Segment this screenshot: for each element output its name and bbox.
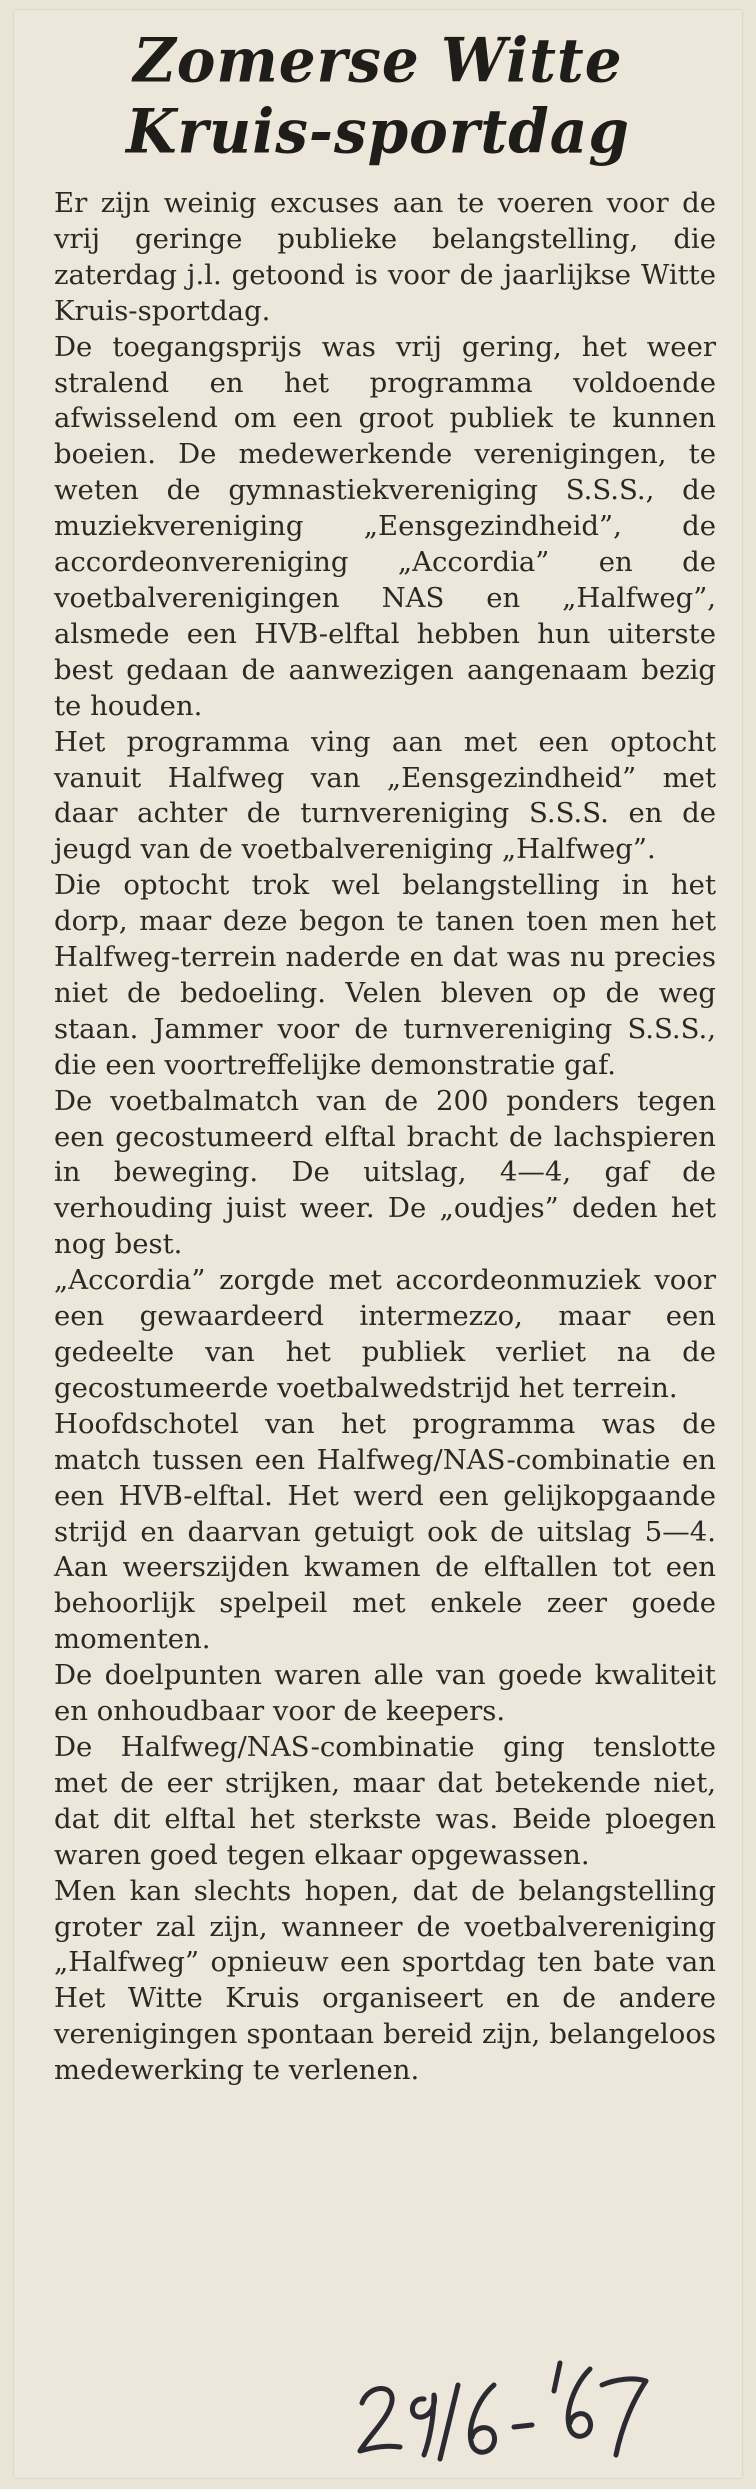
newspaper-clipping	[14, 10, 742, 2478]
paragraph-7: Hoofdschotel van het programma was de match tussen een Halfweg/NAS-combinatie en een HVB-elftal. Het werd een gelijkopgaande strijd en daarvan getuigt ook de uitslag 5—4. Aan weerszijden kwamen de elftallen tot een behoorlijk spelpeil met enkele zeer goede momenten.	[54, 1407, 716, 1656]
paragraph-2: De toegangsprijs was vrij gering, het weer stralend en het programma voldoende afwisselend om een groot publiek te kunnen boeien. De medewerkende verenigingen, te weten de gymnastiekvereniging S.S.S., de muziekvereniging „Eensgezindheid”, de accordeonvereniging „Accordia” en de voetbalverenigingen NAS en „Halfweg”, alsmede een HVB-elftal hebben hun uiterste best gedaan de aanwezigen aangenaam bezig te houden.	[54, 330, 716, 722]
paragraph-10: Men kan slechts hopen, dat de belangstelling groter zal zijn, wanneer de voetbalvereniging „Halfweg” opnieuw een sportdag ten bate van Het Witte Kruis organiseert en de andere verenigingen spontaan bereid zijn, belangeloos medewerking te verlenen.	[54, 1874, 716, 2087]
paragraph-3: Het programma ving aan met een optocht vanuit Halfweg van „Eensgezindheid” met daar achter de turnvereniging S.S.S. en de jeugd van de voetbalvereniging „Halfweg”.	[54, 725, 716, 866]
paragraph-9: De Halfweg/NAS-combinatie ging tenslotte met de eer strijken, maar dat betekende niet, dat dit elftal het sterkste was. Beide ploegen waren goed tegen elkaar opgewassen.	[54, 1730, 716, 1871]
headline	[14, 25, 742, 168]
paragraph-5: De voetbalmatch van de 200 ponders tegen een gecostumeerd elftal bracht de lachspieren in beweging. De uitslag, 4—4, gaf de verhouding juist weer. De „oudjes” deden het nog best.	[54, 1084, 716, 1261]
handwritten-date	[354, 2355, 654, 2465]
headline-line-2: Kruis-sportdag	[126, 96, 630, 168]
paragraph-8: De doelpunten waren alle van goede kwaliteit en onhoudbaar voor de keepers.	[54, 1659, 716, 1728]
paragraph-4: Die optocht trok wel belangstelling in het dorp, maar deze begon te tanen toen men het Halfweg-terrein naderde en dat was nu precies niet de bedoeling. Velen bleven op de weg staan. Jammer voor de turnvereniging S.S.S., die een voortreffelijke demonstratie gaf.	[54, 869, 716, 1081]
paragraph-6: „Accordia” zorgde met accordeonmuziek voor een gewaardeerd intermezzo, maar een gedeelte van het publiek verliet na de gecostumeerde voetbalwedstrijd het terrein.	[54, 1264, 716, 1404]
paragraph-1: Er zijn weinig excuses aan te voeren voor de vrij geringe publieke belangstelling, die zaterdag j.l. getoond is voor de jaarlijkse Witte Kruis-sportdag.	[54, 187, 716, 327]
headline-line-1: Zomerse Witte	[133, 24, 623, 96]
article-body	[54, 186, 716, 2089]
